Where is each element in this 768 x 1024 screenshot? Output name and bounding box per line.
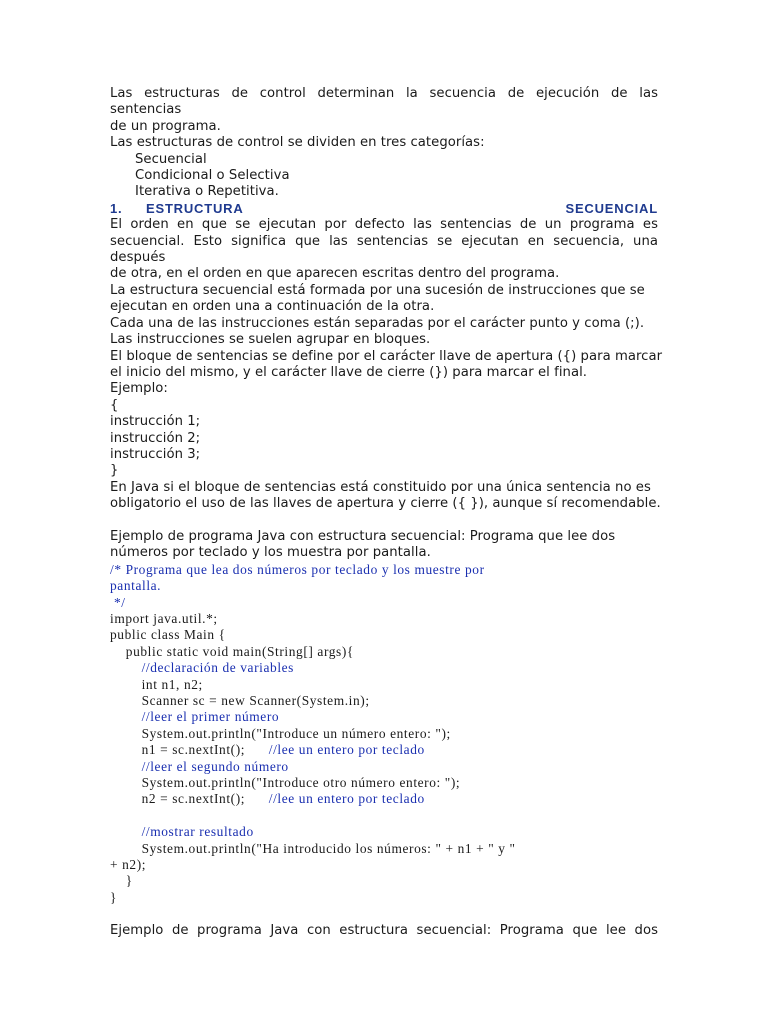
intro-line: Las estructuras de control se dividen en tres categorías: bbox=[110, 135, 485, 151]
intro-line: de un programa. bbox=[110, 118, 221, 134]
body-line: En Java si el bloque de sentencias está constituido por una única sentencia no es bbox=[110, 479, 651, 495]
body-line: el inicio del mismo, y el carácter llave de cierre (}) para marcar el final. bbox=[110, 364, 588, 380]
body-line: Cada una de las instrucciones están separadas por el carácter punto y coma (;). bbox=[110, 315, 645, 331]
code-line: + n2); bbox=[110, 857, 147, 873]
code-line: //mostrar resultado bbox=[110, 824, 254, 840]
code-line: System.out.println("Introduce un número entero: "); bbox=[110, 725, 451, 741]
spacer bbox=[110, 513, 658, 529]
category-item: Condicional o Selectiva bbox=[135, 168, 290, 184]
body-line: instrucción 3; bbox=[110, 446, 201, 462]
body-line: Ejemplo: bbox=[110, 381, 168, 397]
body-line: Las instrucciones se suelen agrupar en bloques. bbox=[110, 332, 431, 348]
code-statement: n1 = sc.nextInt(); bbox=[110, 742, 246, 758]
code-line bbox=[110, 791, 658, 807]
code-line: } bbox=[110, 889, 118, 905]
category-item: Secuencial bbox=[135, 151, 207, 167]
footer-line: Ejemplo de programa Java con estructura secuencial: Programa que lee dos bbox=[110, 922, 658, 938]
code-line: public class Main { bbox=[110, 627, 226, 643]
code-statement: n2 = sc.nextInt(); bbox=[110, 791, 246, 807]
code-line: /* Programa que lea dos números por teclado y los muestre por bbox=[110, 561, 485, 577]
code-line: import java.util.*; bbox=[110, 610, 218, 626]
code-line: } bbox=[110, 873, 133, 889]
section-heading bbox=[110, 201, 658, 217]
code-line: int n1, n2; bbox=[110, 676, 203, 692]
code-line bbox=[110, 808, 658, 824]
code-line: //declaración de variables bbox=[110, 660, 294, 676]
body-line: obligatorio el uso de las llaves de apertura y cierre ({ }), aunque sí recomendable. bbox=[110, 496, 661, 512]
body-line: instrucción 1; bbox=[110, 414, 201, 430]
code-line: System.out.println("Introduce otro número entero: "); bbox=[110, 775, 461, 791]
code-line bbox=[110, 742, 658, 758]
body-line: La estructura secuencial está formada por una sucesión de instrucciones que se bbox=[110, 282, 645, 298]
code-line: //leer el primer número bbox=[110, 709, 280, 725]
code-line: pantalla. bbox=[110, 578, 162, 594]
intro-line: Las estructuras de control determinan la secuencia de ejecución de las sentencias bbox=[110, 86, 658, 118]
code-line: Scanner sc = new Scanner(System.in); bbox=[110, 693, 370, 709]
body-line: secuencial. Esto significa que las sentencias se ejecutan en secuencia, una después bbox=[110, 233, 658, 266]
body-line: ejecutan en orden una a continuación de la otra. bbox=[110, 299, 435, 315]
body-line: de otra, en el orden en que aparecen escritas dentro del programa. bbox=[110, 266, 560, 282]
code-line: System.out.println("Ha introducido los números: " + n1 + " y " bbox=[110, 840, 516, 856]
body-line: instrucción 2; bbox=[110, 430, 201, 446]
code-line: */ bbox=[110, 594, 126, 610]
section-title-right: SECUENCIAL bbox=[565, 200, 658, 216]
example-intro-line: Ejemplo de programa Java con estructura secuencial: Programa que lee dos bbox=[110, 528, 616, 544]
body-line: El orden en que se ejecutan por defecto las sentencias de un programa es bbox=[110, 217, 658, 233]
spacer bbox=[110, 906, 658, 922]
example-intro-line: números por teclado y los muestra por pantalla. bbox=[110, 545, 431, 561]
body-line: } bbox=[110, 463, 119, 479]
section-title-left: ESTRUCTURA bbox=[146, 200, 244, 216]
body-line: El bloque de sentencias se define por el carácter llave de apertura ({) para marcar bbox=[110, 348, 663, 364]
code-inline-comment: //lee un entero por teclado bbox=[268, 742, 425, 758]
code-line: //leer el segundo número bbox=[110, 758, 289, 774]
body-line: { bbox=[110, 397, 119, 413]
code-inline-comment: //lee un entero por teclado bbox=[268, 791, 425, 807]
section-number: 1. bbox=[110, 200, 123, 216]
code-line: public static void main(String[] args){ bbox=[110, 643, 354, 659]
category-item: Iterativa o Repetitiva. bbox=[135, 184, 279, 200]
document-content bbox=[110, 86, 663, 939]
